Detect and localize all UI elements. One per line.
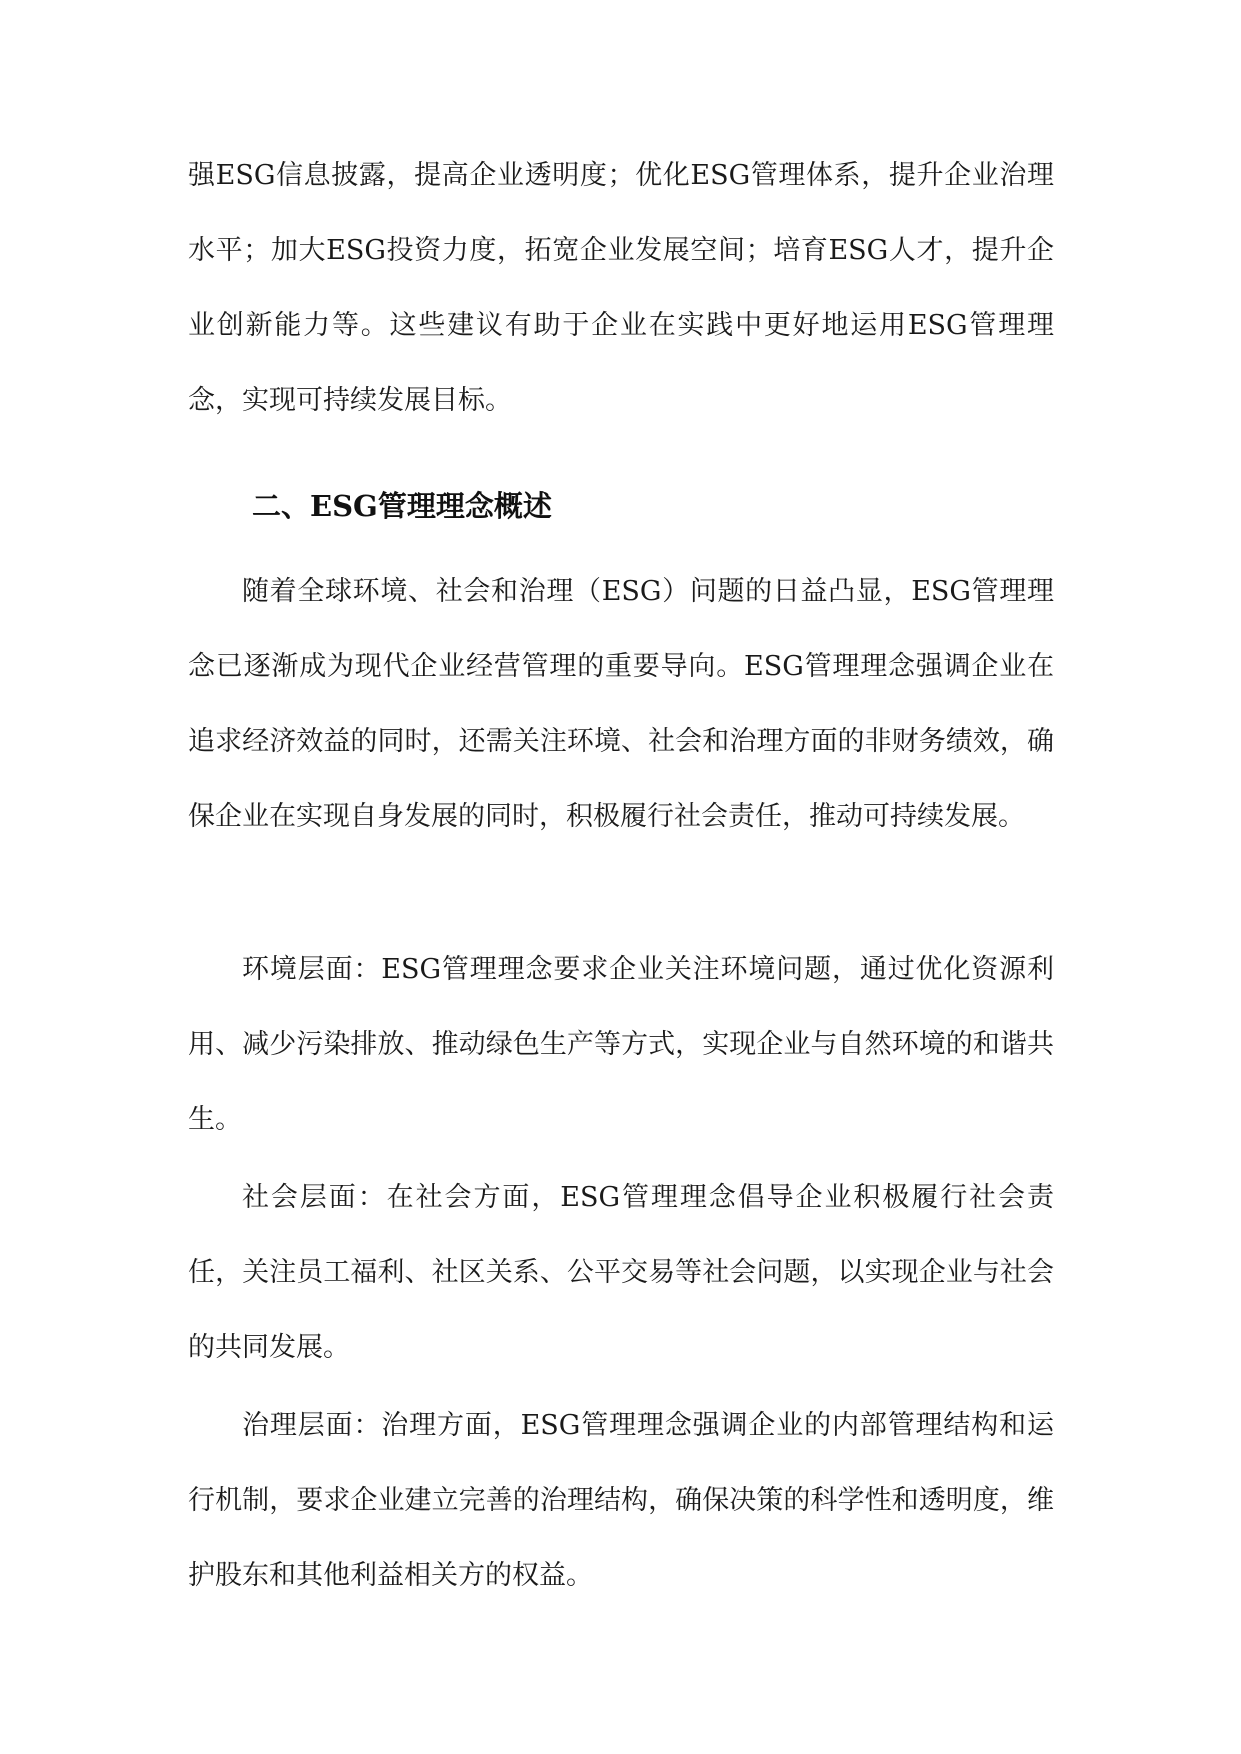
governance-paragraph: 治理层面：治理方面，ESG管理理念强调企业的内部管理结构和运行机制，要求企业建立完善的治理结构，确保决策的科学性和透明度，维护股东和其他利益相关方的权益。 [188, 1410, 1054, 1591]
continuation-paragraph: 强ESG信息披露，提高企业透明度；优化ESG管理体系，提升企业治理水平；加大ESG投资力度，拓宽企业发展空间；培育ESG人才，提升企业创新能力等。这些建议有助于企业在实践中更好地运用ESG管理理念，实现可持续发展目标。 [188, 160, 1054, 416]
social-paragraph: 社会层面：在社会方面，ESG管理理念倡导企业积极履行社会责任，关注员工福利、社区关系、公平交易等社会问题，以实现企业与社会的共同发展。 [188, 1182, 1054, 1363]
section-heading: 二、ESG管理理念概述 [252, 489, 552, 523]
environment-paragraph: 环境层面：ESG管理理念要求企业关注环境问题，通过优化资源利用、减少污染排放、推动绿色生产等方式，实现企业与自然环境的和谐共生。 [188, 954, 1054, 1135]
intro-paragraph: 随着全球环境、社会和治理（ESG）问题的日益凸显，ESG管理理念已逐渐成为现代企业经营管理的重要导向。ESG管理理念强调企业在追求经济效益的同时，还需关注环境、社会和治理方面的非财务绩效，确保企业在实现自身发展的同时，积极履行社会责任，推动可持续发展。 [188, 576, 1054, 832]
